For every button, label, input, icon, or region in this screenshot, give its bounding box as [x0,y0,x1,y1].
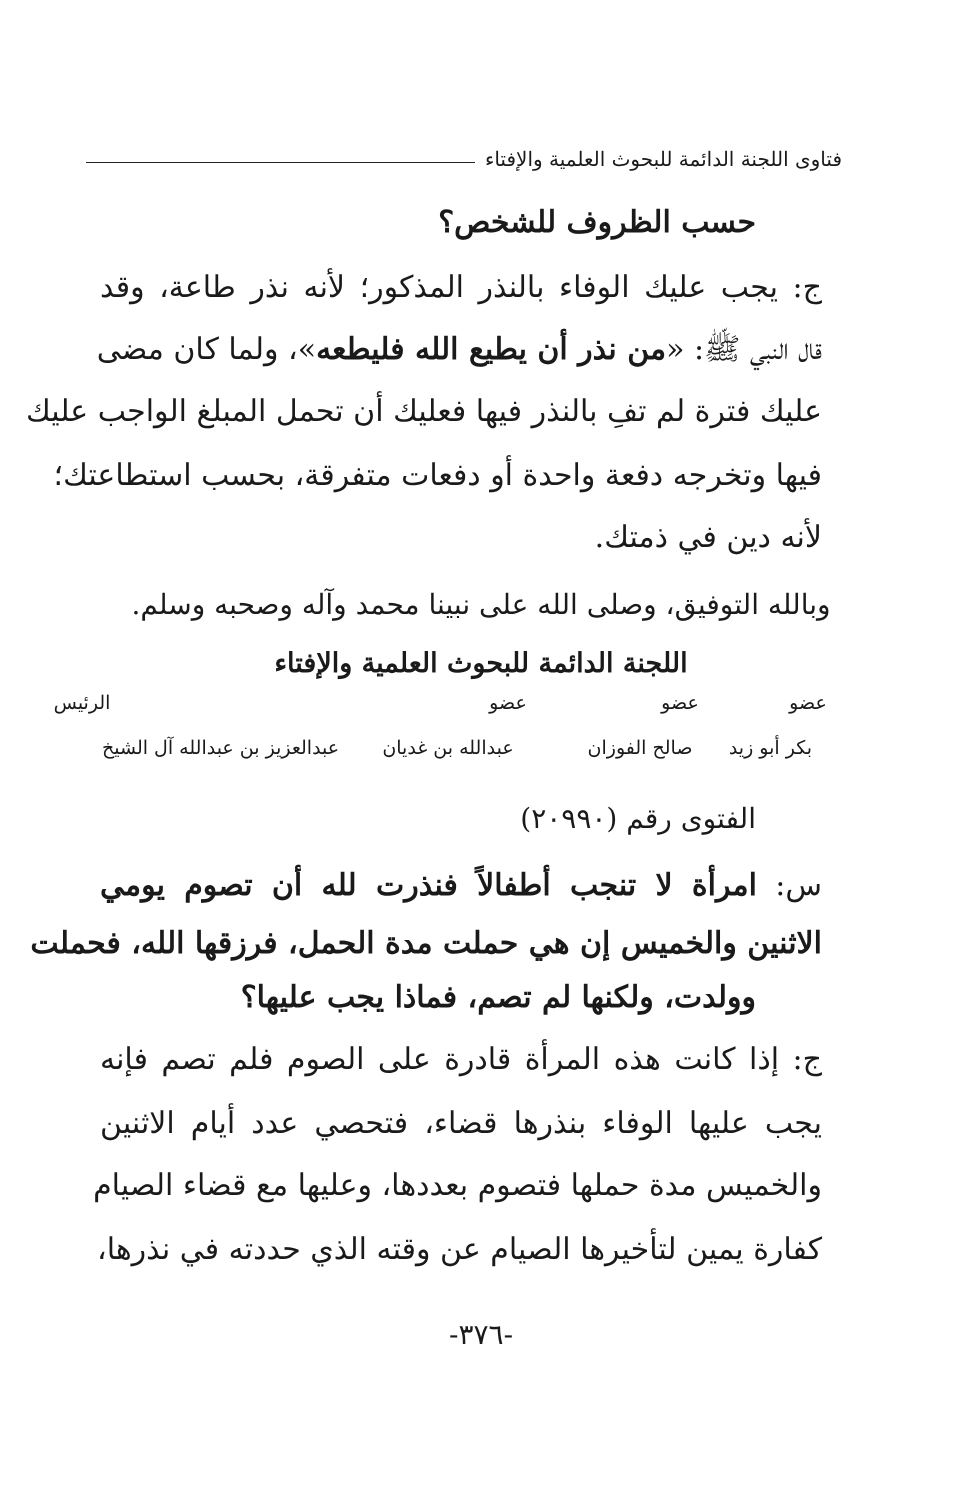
fatwa-number: الفتوى رقم (٢٠٩٩٠) [520,802,756,835]
answer-line-text: قال النبي ﷺ: « [666,332,822,367]
signatory-name: عبدالعزيز بن عبدالله آل الشيخ [102,737,340,759]
fatwa-question-line: الاثنين والخميس إن هي حملت مدة الحمل، فرزقها الله، فحملت [30,926,822,961]
signatory-role: عضو [661,692,699,714]
header-rule [86,162,475,163]
running-header-title: فتاوى اللجنة الدائمة للبحوث العلمية والإفتاء [484,147,842,171]
question-prefix: س: [756,868,822,903]
answer-line-text: »، ولما كان مضى [96,332,317,367]
signatory-name: عبدالله بن غديان [382,737,514,759]
signatory-role: عضو [789,692,827,714]
fatwa-question-line [100,866,822,906]
running-header [86,142,842,176]
closing-prayer: وبالله التوفيق، وصلى الله على نبينا محمد وآله وصحبه وسلم. [131,588,831,621]
answer-line: عليك فترة لم تفِ بالنذر فيها فعليك أن تحمل المبلغ الواجب عليك [26,394,822,429]
page-number: -٣٧٦- [448,1318,514,1351]
question-continuation: حسب الظروف للشخص؟ [438,205,756,240]
question-text: امرأة لا تنجب أطفالاً فنذرت لله أن تصوم يومي [100,868,757,903]
fatwa-answer-line: كفارة يمين لتأخيرها الصيام عن وقته الذي حددته في نذرها، [97,1232,822,1267]
fatwa-answer-line: والخميس مدة حملها فتصوم بعددها، وعليها مع قضاء الصيام [93,1168,822,1203]
answer-line: ج: يجب عليك الوفاء بالنذر المذكور؛ لأنه نذر طاعة، وقد [100,270,822,305]
answer-line: لأنه دين في ذمتك. [594,520,822,555]
answer-line-hadith [96,330,822,370]
fatwa-answer-line: ج: إذا كانت هذه المرأة قادرة على الصوم فلم تصم فإنه [100,1042,823,1077]
fatwa-question-line: وولدت، ولكنها لم تصم، فماذا يجب عليها؟ [240,980,756,1015]
signatory-name: صالح الفوزان [587,737,693,759]
signatory-role: الرئيس [53,692,111,714]
committee-title: اللجنة الدائمة للبحوث العلمية والإفتاء [274,648,688,679]
signatory-name: بكر أبو زيد [728,737,812,759]
signatory-role: عضو [489,692,527,714]
answer-line: فيها وتخرجه دفعة واحدة أو دفعات متفرقة، بحسب استطاعتك؛ [53,458,822,493]
hadith-quote: من نذر أن يطيع الله فليطعه [316,332,667,367]
fatwa-answer-line: يجب عليها الوفاء بنذرها قضاء، فتحصي عدد أيام الاثنين [100,1106,822,1141]
